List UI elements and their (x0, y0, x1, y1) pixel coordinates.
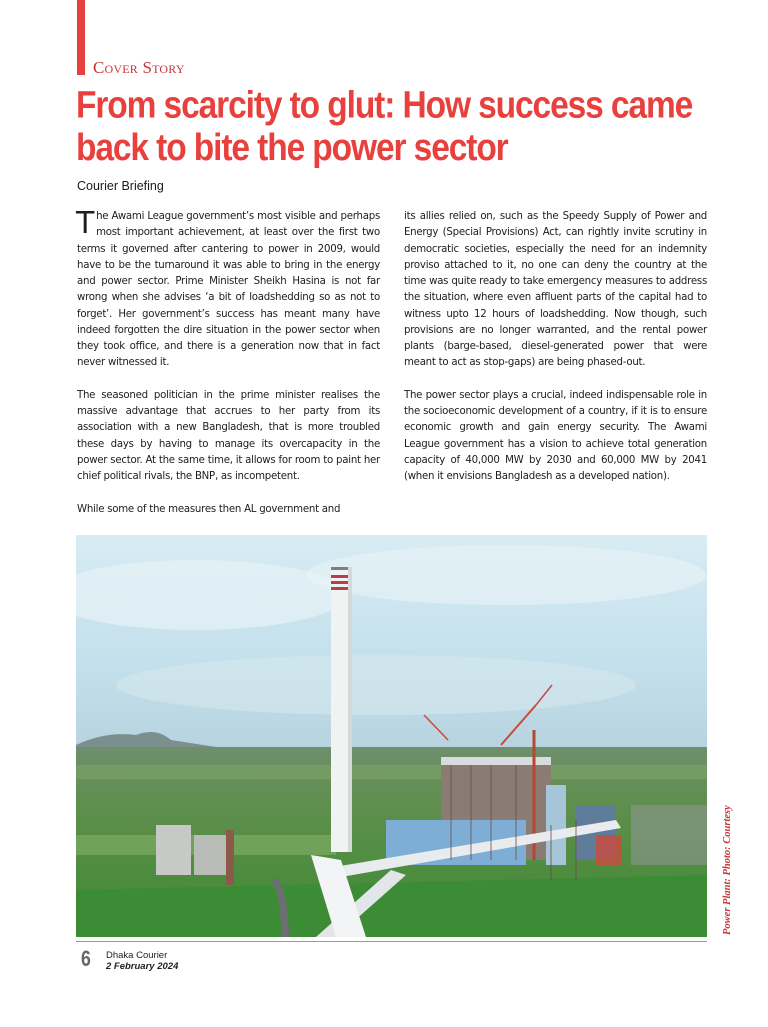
page-number: 6 (81, 946, 91, 971)
paragraph-1-text: he Awami League government’s most visible and perhaps most important achievement, at least over the first two terms it governed after cantering to power in 2009, would have to be the turnaround it was able to bring in the energy and power sector. Prime Minister Sheikh Hasina is not far wrong when she advises ‘a bit of loadshedding so as not to forget’. Her government’s success has meant many have indeed forgotten the dire situation in the power sector when they took office, and there is a generation now that in fact never witnessed it. (77, 211, 380, 369)
paragraph-2: The seasoned politician in the prime minister realises the massive advantage that accrues to her party from its association with a new Bangladesh, that is more troubled these days by having to manage its overcapacity in the power sector. At the same time, it allows for room to paint her chief political rivals, the BNP, as incompetent. (77, 389, 380, 482)
section-accent-bar (77, 0, 85, 75)
publication-date: 2 February 2024 (106, 961, 179, 972)
section-kicker: Cover Story (93, 58, 185, 77)
power-plant-photo (76, 535, 707, 937)
article-column-left (76, 206, 380, 534)
article-column-right (404, 209, 707, 502)
publication-name: Dhaka Courier (106, 950, 168, 961)
paragraph-4: its allies relied on, such as the Speedy Supply of Power and Energy (Special Provisions) Act, can rightly invite scrutiny in democratic societies, especially the need for an indemnity proviso attached to it, no one can deny the country at the time was quite ready to take emergency measures to address the situation, where even affluent parts of the capital had to witness upto 12 hours of loadshedding. Now though, such provisions are no longer warranted, and the rental power plants (barge-based, diesel-generated power that were meant to act as stop-gaps) are being phased-out. (404, 211, 707, 369)
article-byline: Courier Briefing (77, 179, 164, 193)
footer-divider (76, 941, 707, 942)
paragraph-1 (76, 206, 380, 372)
paragraph-3: While some of the measures then AL government and (77, 503, 341, 515)
paragraph-5: The power sector plays a crucial, indeed indispensable role in the socioeconomic development of a country, if it is to ensure economic growth and gain energy security. The Awami League government has a vision to achieve total generation capacity of 40,000 MW by 2030 and 60,000 MW by 2041 (when it envisions Bangladesh as a developed nation). (404, 389, 707, 482)
drop-cap: T (76, 206, 95, 241)
article-headline: From scarcity to glut: How success came back to bite the power sector (76, 85, 693, 169)
photo-credit: Power Plant: Photo: Courtesy (722, 805, 733, 935)
